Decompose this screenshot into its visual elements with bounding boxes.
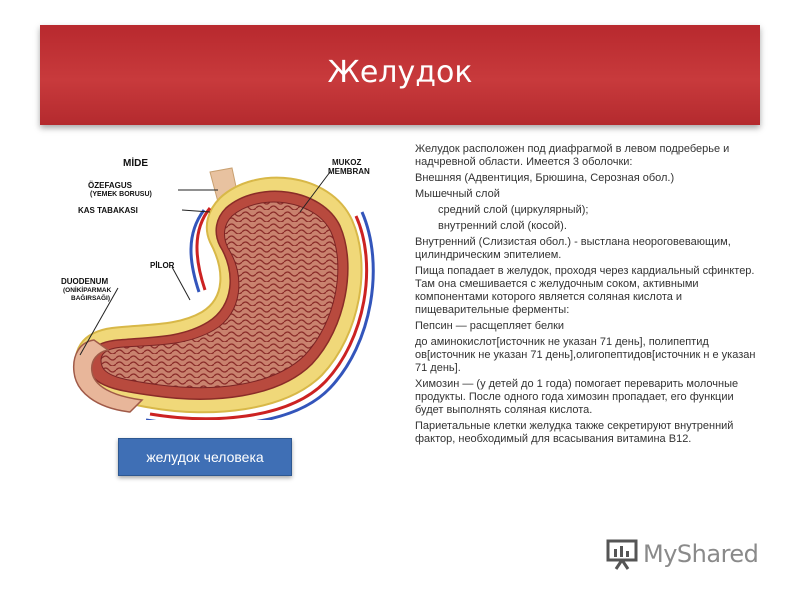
title-banner [40,25,760,125]
text-paragraph: Внешняя (Адвентиция, Брюшина, Серозная обол.) [415,172,675,184]
diagram-caption: желудок человека [118,438,292,476]
text-paragraph: Желудок расположен под диафрагмой в левом подреберье и надчревной области. Имеется 3 оболочки: [415,143,730,168]
stomach-diagram [60,150,390,420]
label-mukoz: MUKOZ [332,158,362,167]
label-mide: MİDE [123,158,148,169]
presentation-icon [605,537,639,571]
label-onikiparmak: (ONİKİPARMAK [63,287,112,294]
text-paragraph: Пепсин — расщепляет белки [415,320,565,332]
label-duodenum: DUODENUM [61,277,109,286]
text-paragraph: Париетальные клетки желудка также секретируют внутренний фактор, необходимый для всасывания витамина В12. [415,420,734,445]
text-paragraph: до аминокислот[источник не указан 71 день], полипептид ов[источник не указан 71 день],олигопептидов[источник н е указан 71 день]. [415,336,756,374]
text-paragraph: Химозин — (у детей до 1 года) помогает переварить молочные продукты. После одного года химозин пропадает, его функции будет выполнять соляная кислота. [415,378,739,416]
text-paragraph: Пища попадает в желудок, проходя через кардиальный сфинктер. Там она смешивается с желудочным соком, активными компонентами которого является соляная кислота и пищеварительные ферменты: [415,265,755,316]
label-kas-tabakasi: KAS TABAKASI [78,206,138,215]
description-text [415,143,760,449]
label-yemek-borusu: (YEMEK BORUSU) [90,191,152,198]
label-membran: MEMBRAN [328,167,370,176]
label-bagirsagi: BAĞIRSAĞI) [71,295,110,302]
text-paragraph: Мышечный слой [415,188,500,200]
text-paragraph: средний слой (циркулярный); [438,204,589,216]
logo-text: MyShared [643,540,759,568]
label-pilor: PİLOR [150,261,175,270]
myshared-logo [605,536,770,572]
text-paragraph: внутренний слой (косой). [438,220,567,232]
slide-title: Желудок [327,55,473,90]
text-paragraph: Внутренний (Слизистая обол.) - выстлана неороговевающим, цилиндрическим эпителием. [415,236,731,261]
label-ozefagus: ÖZEFAGUS [88,181,133,190]
